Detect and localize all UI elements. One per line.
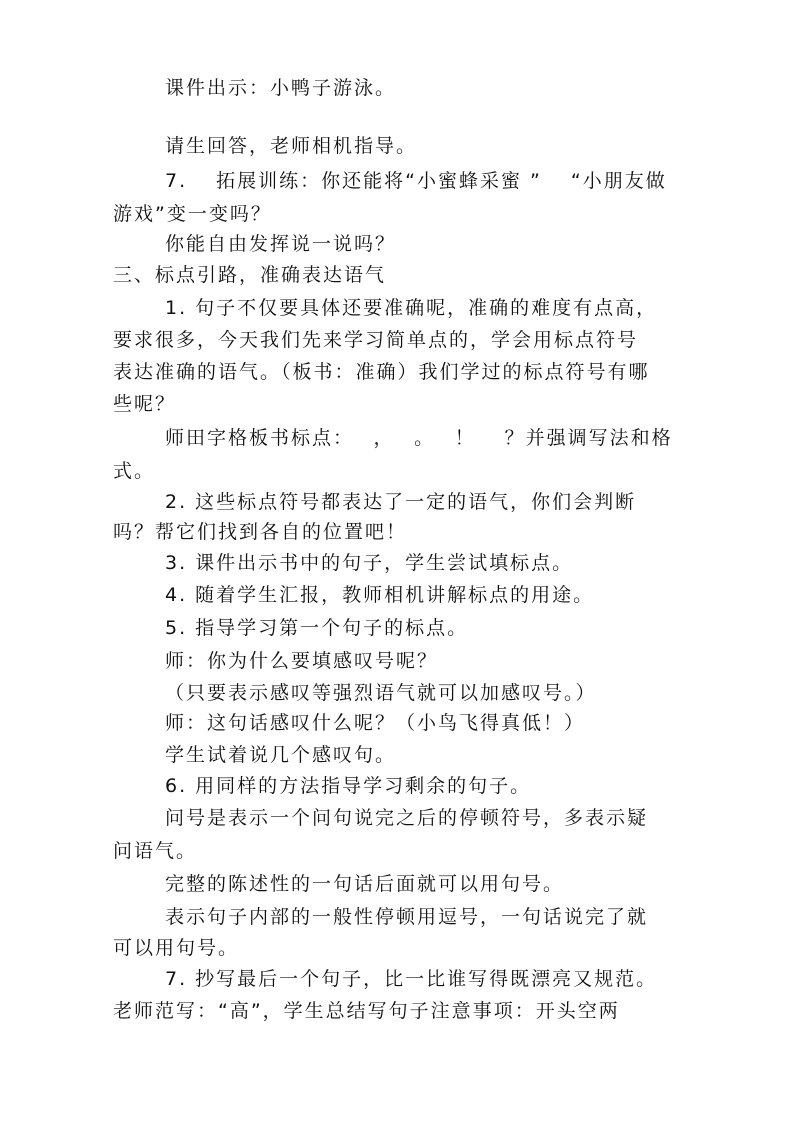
text-line: 吗？帮它们找到各自的位置吧！: [113, 521, 408, 543]
text-line: 2. 这些标点符号都表达了一定的语气，你们会判断: [165, 491, 637, 513]
text-line: 6. 用同样的方法指导学习剩余的句子。: [165, 775, 532, 797]
text-line: 7. 拓展训练：你还能将“小蜜蜂采蜜 ” “小朋友做: [165, 170, 667, 192]
text-line: （只要表示感叹等强烈语气就可以加感叹号。）: [165, 682, 597, 704]
text-line: 些呢？: [113, 393, 177, 415]
text-line: 学生试着说几个感叹句。: [165, 744, 397, 766]
text-line: 表达准确的语气。（板书：准确）我们学过的标点符号有哪: [113, 361, 650, 383]
text-line: 问号是表示一个问句说完之后的停顿符号，多表示疑: [165, 807, 649, 829]
text-line: 完整的陈述性的一句话后面就可以用句号。: [165, 873, 565, 895]
text-line: 课件出示：小鸭子游泳。: [165, 77, 397, 99]
text-line: 师田字格板书标点： ， 。 ！ ？并强调写法和格: [165, 427, 673, 449]
text-line: 问语气。: [113, 840, 198, 862]
text-line: 要求很多，今天我们先来学习简单点的，学会用标点符号: [113, 329, 639, 351]
text-line: 3. 课件出示书中的句子，学生尝试填标点。: [165, 552, 574, 574]
text-line: 你能自由发挥说一说吗？: [165, 233, 397, 255]
text-line: 7. 抄写最后一个句子，比一比谁写得既漂亮又规范。: [165, 968, 658, 990]
text-line: 式。: [113, 460, 156, 482]
text-line: 可以用句号。: [113, 937, 240, 959]
text-line: 1. 句子不仅要具体还要准确呢，准确的难度有点高，: [165, 297, 658, 319]
text-line: 师：你为什么要填感叹号呢？: [165, 650, 439, 672]
text-line: 表示句子内部的一般性停顿用逗号，一句话说完了就: [165, 906, 649, 928]
text-line: 4. 随着学生汇报，教师相机讲解标点的用途。: [165, 584, 595, 606]
text-line: 师：这句话感叹什么呢？（小鸟飞得真低！）: [165, 712, 586, 734]
text-line: 请生回答，老师相机指导。: [165, 135, 418, 157]
section-heading: 三、标点引路，准确表达语气: [113, 264, 387, 286]
text-line: 老师范写：“高”，学生总结写句子注意事项：开头空两: [113, 1000, 620, 1022]
text-line: 5. 指导学习第一个句子的标点。: [165, 617, 469, 639]
text-line: 游戏”变一变吗？: [113, 203, 272, 225]
